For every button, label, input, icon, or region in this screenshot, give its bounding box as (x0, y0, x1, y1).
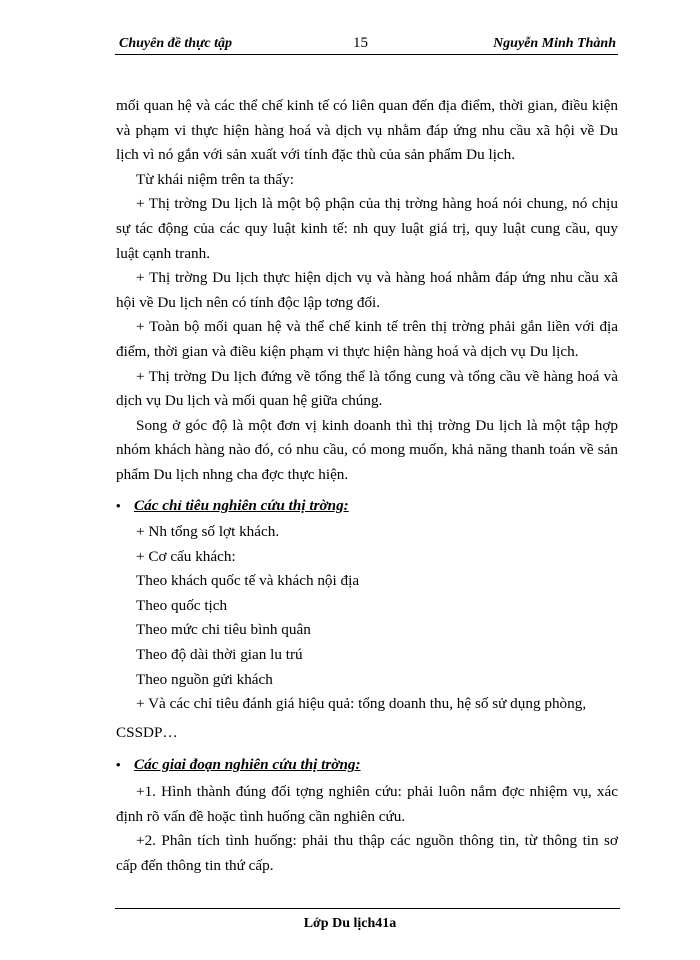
list-item: + Nh tổng số lợt khách. (136, 523, 280, 541)
list-item: +2. Phân tích tình huống: phải thu thập các nguồn thông tin, từ thông tin sơ cấp đến thông tin thứ cấp. (116, 832, 618, 874)
page-number: 15 (353, 35, 368, 51)
paragraph: Song ở góc độ là một đơn vị kinh doanh thì thị trờng Du lịch là một tập hợp nhóm khách hàng nào đó, có nhu cầu, có mong muốn, khả năng thanh toán về sản phẩm Du lịch nhng cha đợc thực hiện. (116, 416, 618, 483)
list-item: Theo mức chi tiêu bình quân (136, 621, 311, 639)
page-footer: Lớp Du lịch41a (303, 916, 397, 931)
paragraph: Từ khái niệm trên ta thấy: (136, 170, 294, 188)
section-title: Các chỉ tiêu nghiên cứu thị trờng: (134, 496, 349, 514)
section-title: Các giai đoạn nghiên cứu thị trờng: (134, 756, 361, 774)
paragraph: + Toàn bộ mối quan hệ và thể chế kinh tế trên thị trờng phải gắn liền với địa điểm, thời gian và điều kiện phạm vi thực hiện hàng hoá và dịch vụ Du lịch. (116, 318, 618, 360)
list-item: Theo quốc tịch (136, 596, 228, 614)
list-item: +1. Hình thành đúng đối tợng nghiên cứu: phải luôn nắm đợc nhiệm vụ, xác định rõ vấn đề hoặc tình huống cần nghiên cứu. (116, 783, 618, 825)
paragraph: mối quan hệ và các thể chế kinh tế có liên quan đến địa điểm, thời gian, điều kiện và phạm vi thực hiện hàng hoá và dịch vụ nhằm đáp ứng nhu cầu xã hội về Du lịch vì nó gắn với sản xuất với tính đặc thù của sản phẩm Du lịch. (116, 97, 618, 164)
header-author: Nguyễn Minh Thành (493, 36, 616, 51)
list-item: Theo độ dài thời gian lu trú (136, 646, 303, 664)
list-item: + Và các chỉ tiêu đánh giá hiệu quả: tổng doanh thu, hệ số sử dụng phòng, (136, 695, 587, 713)
header-title: Chuyên đề thực tập (119, 36, 233, 51)
footer-divider (115, 908, 620, 909)
section-heading-stages (116, 753, 618, 778)
list-item-continuation: CSSDP… (116, 723, 178, 741)
section-heading-indicators (116, 494, 618, 519)
bullet-icon: • (116, 757, 121, 773)
bullet-icon: • (116, 497, 121, 513)
list-item: Theo khách quốc tế và khách nội địa (136, 572, 360, 590)
list-item: + Cơ cấu khách: (136, 547, 236, 565)
paragraph: + Thị trờng Du lịch là một bộ phận của thị trờng hàng hoá nói chung, nó chịu sự tác động của các quy luật kinh tế: nh quy luật giá trị, quy luật cung cầu, quy luật cạnh tranh. (116, 195, 618, 262)
list-item: Theo nguồn gửi khách (136, 670, 273, 688)
paragraph: + Thị trờng Du lịch đứng về tổng thể là tổng cung và tổng cầu về hàng hoá và dịch vụ Du lịch và mối quan hệ giữa chúng. (116, 367, 618, 410)
page-header (115, 34, 618, 55)
document-body (116, 94, 618, 878)
paragraph: + Thị trờng Du lịch thực hiện dịch vụ và hàng hoá nhằm đáp ứng nhu cầu xã hội về Du lịch nên có tính độc lập tơng đối. (116, 269, 618, 311)
